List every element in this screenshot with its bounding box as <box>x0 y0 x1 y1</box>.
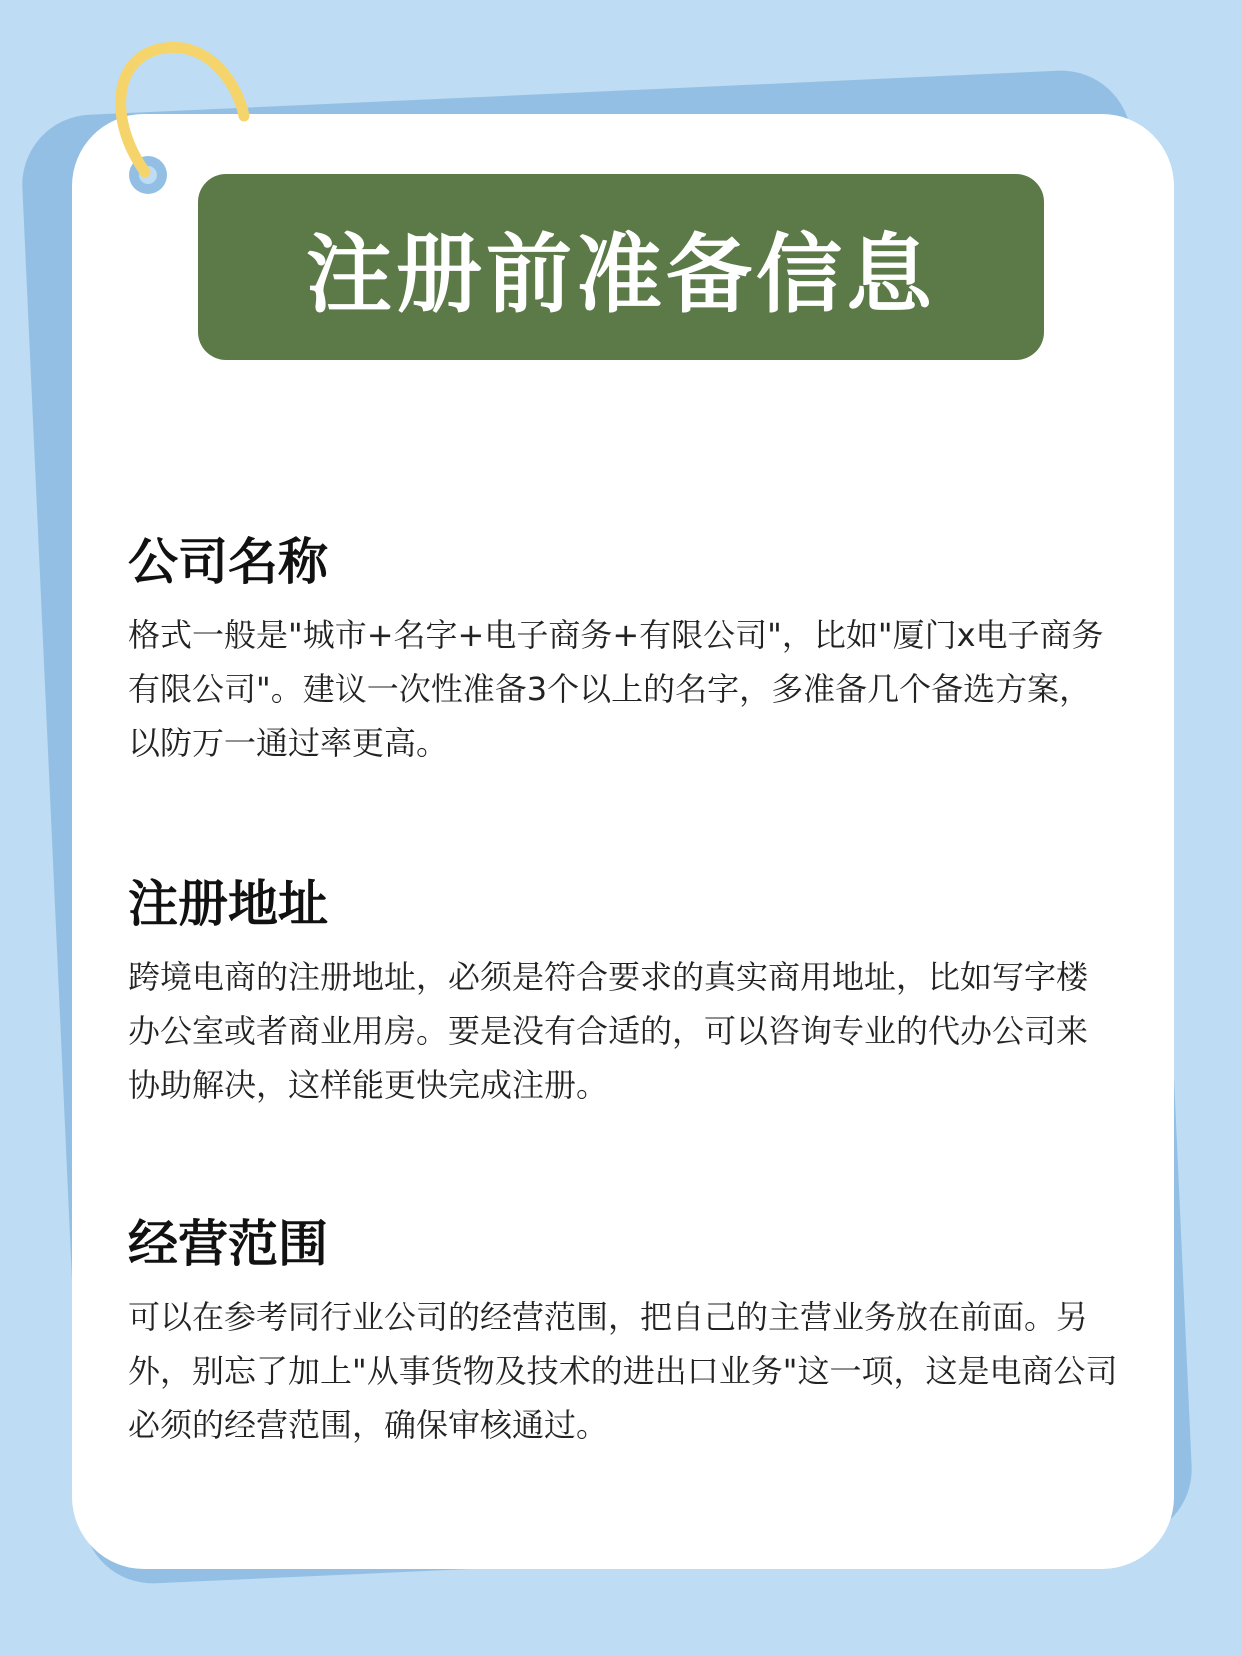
section-company-name <box>128 530 1118 770</box>
section-heading: 公司名称 <box>128 533 328 591</box>
section-body: 格式一般是"城市+名字+电子商务+有限公司"，比如"厦门x电子商务有限公司"。建议一次性准备3个以上的名字，多准备几个备选方案，以防万一通过率更高。 <box>128 616 1104 762</box>
section-registered-address <box>128 872 1118 1112</box>
section-body: 跨境电商的注册地址，必须是符合要求的真实商用地址，比如写字楼办公室或者商业用房。要是没有合适的，可以咨询专业的代办公司来协助解决，这样能更快完成注册。 <box>128 958 1089 1104</box>
section-heading: 注册地址 <box>128 875 328 933</box>
page-title: 注册前准备信息 <box>306 225 936 325</box>
title-banner <box>198 174 1044 360</box>
section-heading: 经营范围 <box>128 1215 328 1273</box>
section-business-scope <box>128 1212 1118 1452</box>
section-body: 可以在参考同行业公司的经营范围，把自己的主营业务放在前面。另外，别忘了加上"从事货物及技术的进出口业务"这一项，这是电商公司必须的经营范围，确保审核通过。 <box>128 1298 1118 1444</box>
